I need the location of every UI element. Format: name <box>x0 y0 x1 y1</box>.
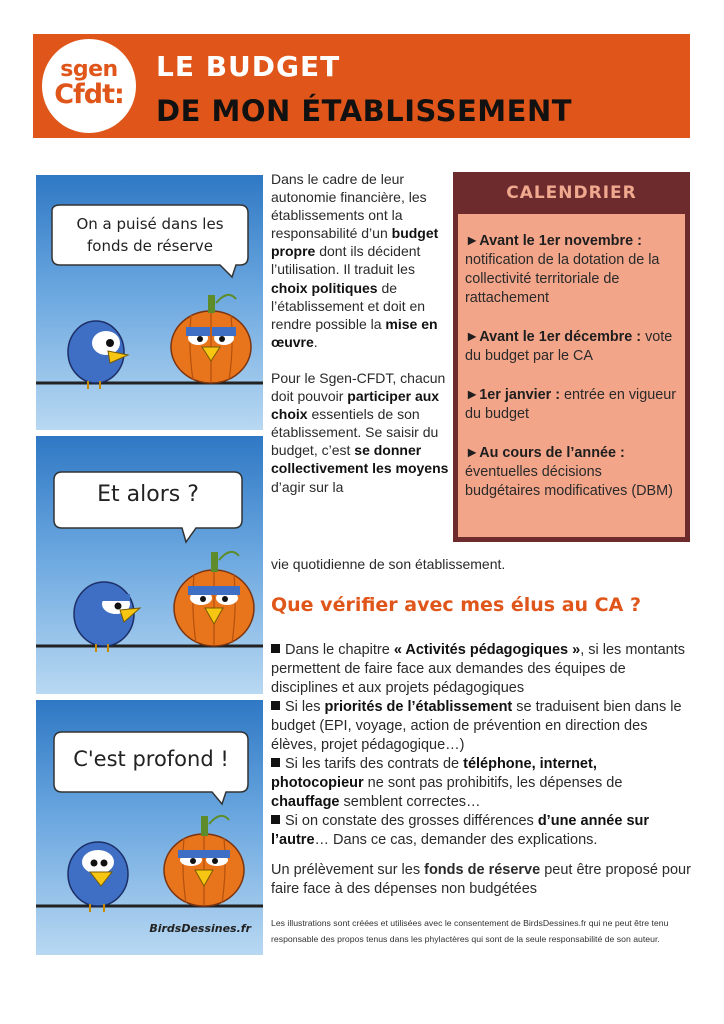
blue-bird-icon <box>74 582 140 652</box>
checklist-item <box>271 641 691 698</box>
body-text: Si on constate des grosses différences <box>285 813 538 829</box>
speech-text <box>56 213 244 257</box>
emphasis-text: budget propre <box>271 225 439 260</box>
checklist-item <box>271 698 691 755</box>
calendar-item-label: ►Avant le 1er décembre : <box>465 329 642 345</box>
body-text: ne sont pas prohibitifs, les dépenses de <box>363 775 623 791</box>
blue-bird-icon <box>68 321 128 389</box>
body-text: semblent correctes… <box>339 794 481 810</box>
pumpkin-bird-icon <box>174 552 254 646</box>
section-title: Que vérifier avec mes élus au CA ? <box>271 594 641 616</box>
speech-text-line1: On a puisé dans les <box>76 215 224 233</box>
body-text: . <box>313 333 318 350</box>
calendar-item <box>465 386 679 424</box>
emphasis-text: se donner collectivement les moyens <box>271 442 449 477</box>
square-bullet-icon <box>271 815 280 824</box>
calendar-title: CALENDRIER <box>506 183 637 203</box>
blue-bird-icon <box>68 842 128 912</box>
body-text: dont ils décident l’utilisation. Il traduit les <box>271 243 421 278</box>
body-text: peut être proposé pour faire face à des dépenses non budgétées <box>271 862 691 897</box>
comic-panel-1 <box>36 175 263 430</box>
calendar-body <box>458 214 685 537</box>
calendar-item-text: notification de la dotation de la collectivité territoriale de rattachement <box>465 252 660 306</box>
checklist <box>271 641 691 850</box>
body-text: Dans le cadre de leur autonomie financière, les établissements ont la responsabilité d’un <box>271 171 427 242</box>
page-title-line2: DE MON ÉTABLISSEMENT <box>156 94 573 128</box>
calendar-item-label: ►Au cours de l’année : <box>465 445 625 461</box>
emphasis-text: choix politiques <box>271 279 378 296</box>
illustration-disclaimer: Les illustrations sont créées et utilisées avec le consentement de BirdsDessines.fr qui ne peut être tenu responsable des propos tenus dans les phylactères qui sont de la seule responsabilité de son auteur. <box>271 918 669 944</box>
body-text: Si les <box>285 699 325 715</box>
calendar-item-text: éventuelles décisions budgétaires modificatives (DBM) <box>465 464 673 499</box>
calendar-item <box>465 232 679 308</box>
emphasis-text: d’une année sur l’autre <box>271 813 650 848</box>
square-bullet-icon <box>271 758 280 767</box>
birdsdessines-credit: BirdsDessines.fr <box>149 922 251 935</box>
body-text: se traduisent bien dans le budget (EPI, voyage, action de prévention en direction des élèves, projet pédagogique…) <box>271 699 682 753</box>
body-text: d’agir sur la <box>271 478 344 495</box>
checklist-item <box>271 755 691 812</box>
body-text: Pour le Sgen-CFDT, chacun doit pouvoir <box>271 369 446 405</box>
header-banner <box>33 34 690 138</box>
calendar-item <box>465 444 679 501</box>
body-text: , si les montants permettent de faire face aux demandes des équipes de disciplines et aux projets pédagogiques <box>271 642 685 696</box>
calendar-item-text: vote du budget par le CA <box>465 329 673 364</box>
sgen-cfdt-logo <box>42 39 136 133</box>
emphasis-text: fonds de réserve <box>424 862 541 878</box>
body-text: Dans le chapitre <box>285 642 394 658</box>
body-text: essentiels de son établissement. Se saisir du budget, c’est <box>271 406 439 459</box>
body-text: Un prélèvement sur les <box>271 862 425 878</box>
calendar-item-label: ►Avant le 1er novembre : <box>465 233 642 249</box>
intro-paragraph-2 <box>271 369 449 496</box>
logo-line1: sgen <box>60 57 118 82</box>
emphasis-text: « Activités pédagogiques » <box>393 642 581 658</box>
speech-text: Et alors ? <box>97 482 199 507</box>
calendar-item-label: ►1er janvier : <box>465 387 561 403</box>
checklist-item <box>271 812 691 850</box>
emphasis-text: participer aux choix <box>271 388 440 423</box>
conclusion-text <box>271 861 691 899</box>
calendar-box <box>453 172 690 542</box>
calendar-item-text: entrée en vigueur du budget <box>465 387 677 422</box>
emphasis-text: priorités de l’établissement <box>324 699 513 715</box>
comic-panel-2 <box>36 436 263 694</box>
intro-paragraph-2-tail: vie quotidienne de son établissement. <box>271 556 506 572</box>
emphasis-text: mise en œuvre <box>271 315 438 350</box>
emphasis-text: téléphone, internet, photocopieur <box>271 756 597 791</box>
calendar-item <box>465 328 679 366</box>
pumpkin-bird-icon <box>171 295 251 383</box>
body-text: de l’établissement et doit en rendre possible la <box>271 279 426 332</box>
logo-line2: Cfdt: <box>54 79 124 110</box>
intro-paragraph-1 <box>271 170 449 351</box>
square-bullet-icon <box>271 644 280 653</box>
emphasis-text: chauffage <box>271 794 340 810</box>
intro-text <box>271 170 449 514</box>
comic-illustration-2 <box>36 436 263 694</box>
speech-text: C'est profond ! <box>73 747 229 771</box>
speech-text-line2: fonds de réserve <box>87 237 213 255</box>
body-text: … Dans ce cas, demander des explications. <box>314 832 598 848</box>
comic-panel-3 <box>36 700 263 955</box>
body-text: Si les tarifs des contrats de <box>285 756 464 772</box>
square-bullet-icon <box>271 701 280 710</box>
page-title-line1: LE BUDGET <box>156 50 341 83</box>
comic-illustration-3 <box>36 700 263 955</box>
pumpkin-bird-icon <box>164 816 244 906</box>
